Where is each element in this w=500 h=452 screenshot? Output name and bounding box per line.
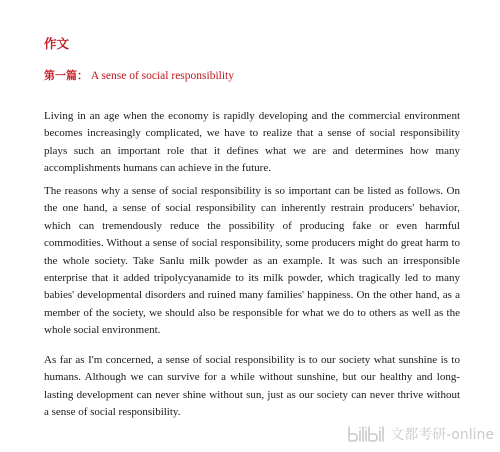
watermark — [347, 424, 494, 444]
essay-paragraph-3: As far as I'm concerned, a sense of social responsibility is to our society what sunshine is to humans. Although we can survive for a while without sunshine, but our healthy and long-lasting development can never shine without sun, just as our society can never thrive without a sense of social responsibility. — [44, 354, 460, 419]
essay-title-prefix: 第一篇： — [44, 69, 88, 82]
essay-paragraph-1: Living in an age when the economy is rapidly developing and the commercial environment becomes increasingly complicated, we have to realize that a sense of social responsibility plays such an important role that it defines what we are and determines how many accomplishments humans can achieve in the future. — [44, 110, 460, 175]
essay-paragraph-2: The reasons why a sense of social responsibility is so important can be listed as follows. On the one hand, a sense of social responsibility can inherently restrain producers' behavior, which can tremendously reduce the possibility of producing fake or even harmful commodities. Without a sense of social responsibility, some producers might do great harm to the whole society. Take Sanlu milk powder as an example. It was such an irresponsible enterprise that it added tripolycyanamide to its milk powder, which tragically led to many babies' developmental disorders and ruined many families' happiness. On the other hand, as a member of the society, we should also be responsible for what we do to others as well as the whole social environment. — [44, 185, 460, 337]
watermark-text: 文都考研-online — [390, 427, 494, 443]
essay-title — [44, 67, 234, 83]
bilibili-logo-icon — [347, 425, 387, 443]
section-heading: 作文 — [44, 36, 70, 51]
essay-title-text: A sense of social responsibility — [90, 70, 234, 82]
